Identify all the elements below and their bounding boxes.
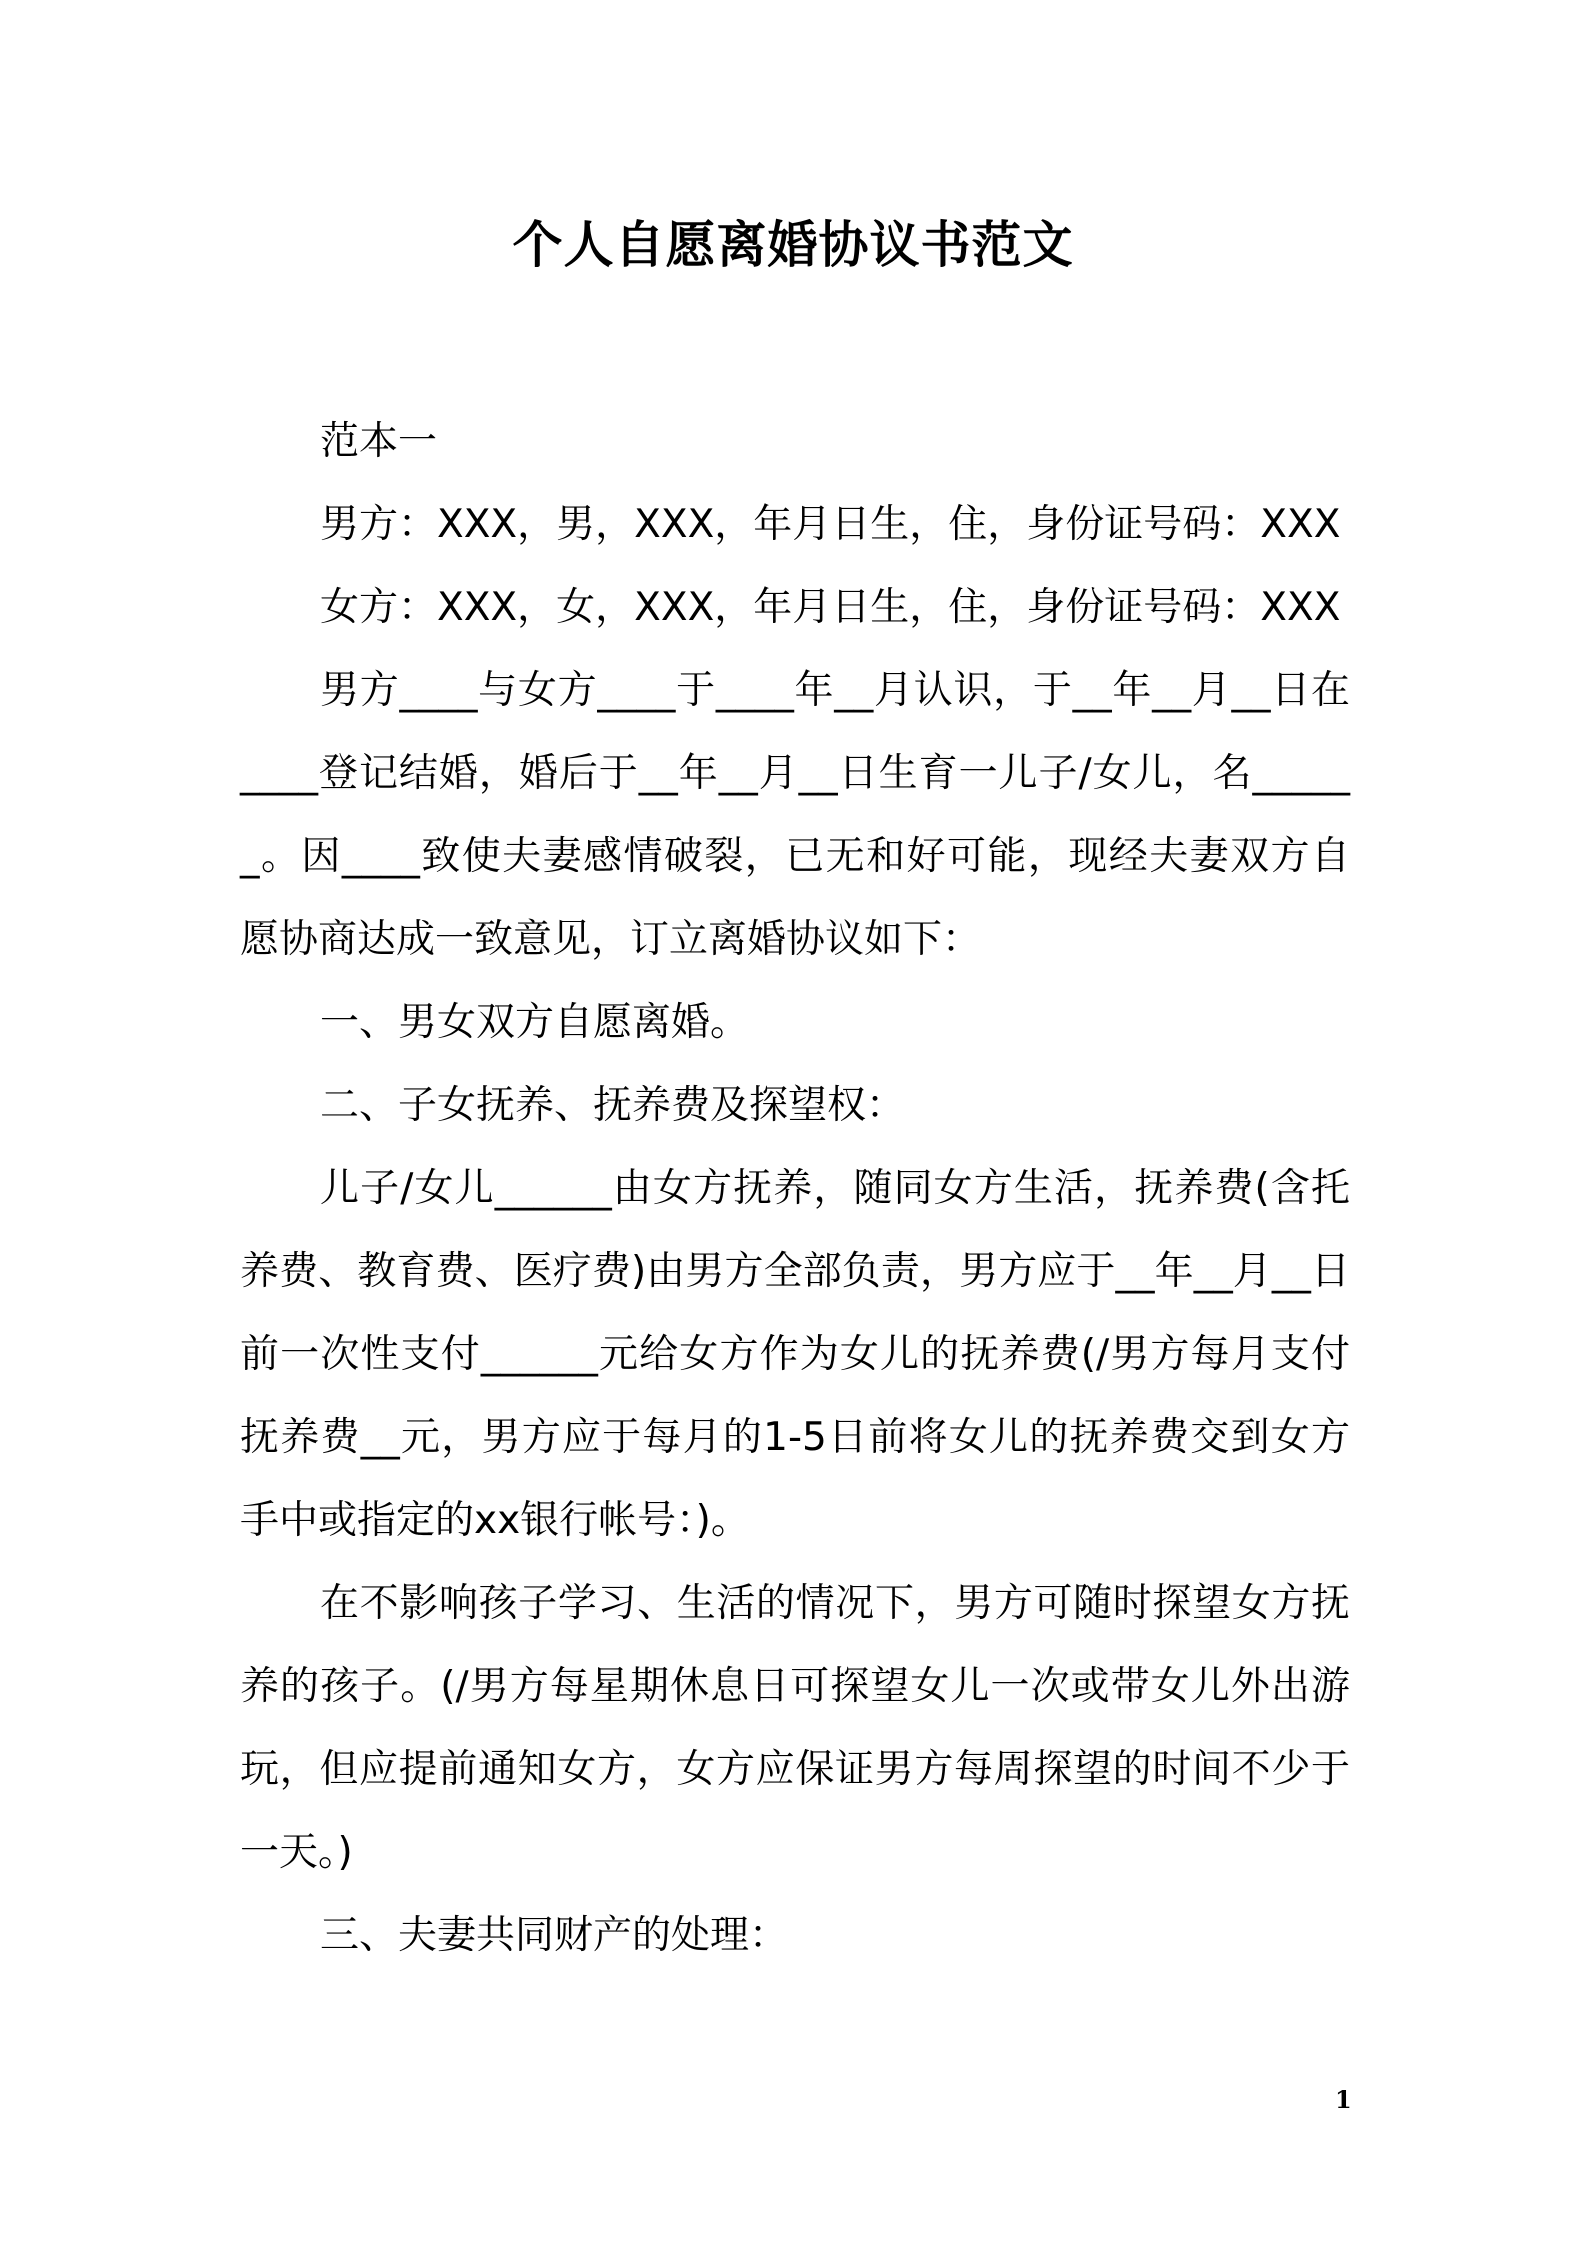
paragraph-clause-1: 一、男女双方自愿离婚。 xyxy=(320,1000,750,1045)
paragraph-custody: 儿子/女儿______由女方抚养，随同女方生活，抚养费(含托养费、教育费、医疗费)由男方全部负责，男方应于__年__月__日前一次性支付______元给女方作为女儿的抚养费(/男方每月支付抚养费__元，男方应于每月的1-5日前将女儿的抚养费交到女方手中或指定的xx银行帐号：)。 xyxy=(240,1166,1350,1543)
paragraph-background: 男方____与女方____于____年__月认识，于__年__月__日在____登记结婚，婚后于__年__月__日生育一儿子/女儿，名______。因____致使夫妻感情破裂，已无和好可能，现经夫妻双方自愿协商达成一致意见，订立离婚协议如下： xyxy=(240,668,1350,962)
document-body xyxy=(240,400,1350,1977)
paragraph-clause-2-heading: 二、子女抚养、抚养费及探望权： xyxy=(320,1083,906,1128)
document-title: 个人自愿离婚协议书范文 xyxy=(512,216,1074,274)
paragraph-male-party: 男方：XXX，男，XXX，年月日生，住，身份证号码：XXX xyxy=(320,502,1341,547)
page-number: 1 xyxy=(1335,2085,1352,2114)
paragraph-female-party: 女方：XXX，女，XXX，年月日生，住，身份证号码：XXX xyxy=(320,585,1341,630)
paragraph-sample-heading: 范本一 xyxy=(320,419,438,464)
paragraph-visitation: 在不影响孩子学习、生活的情况下，男方可随时探望女方抚养的孩子。(/男方每星期休息日可探望女儿一次或带女儿外出游玩，但应提前通知女方，女方应保证男方每周探望的时间不少于一天。) xyxy=(240,1581,1350,1875)
paragraph-clause-3-heading: 三、夫妻共同财产的处理： xyxy=(320,1913,789,1958)
